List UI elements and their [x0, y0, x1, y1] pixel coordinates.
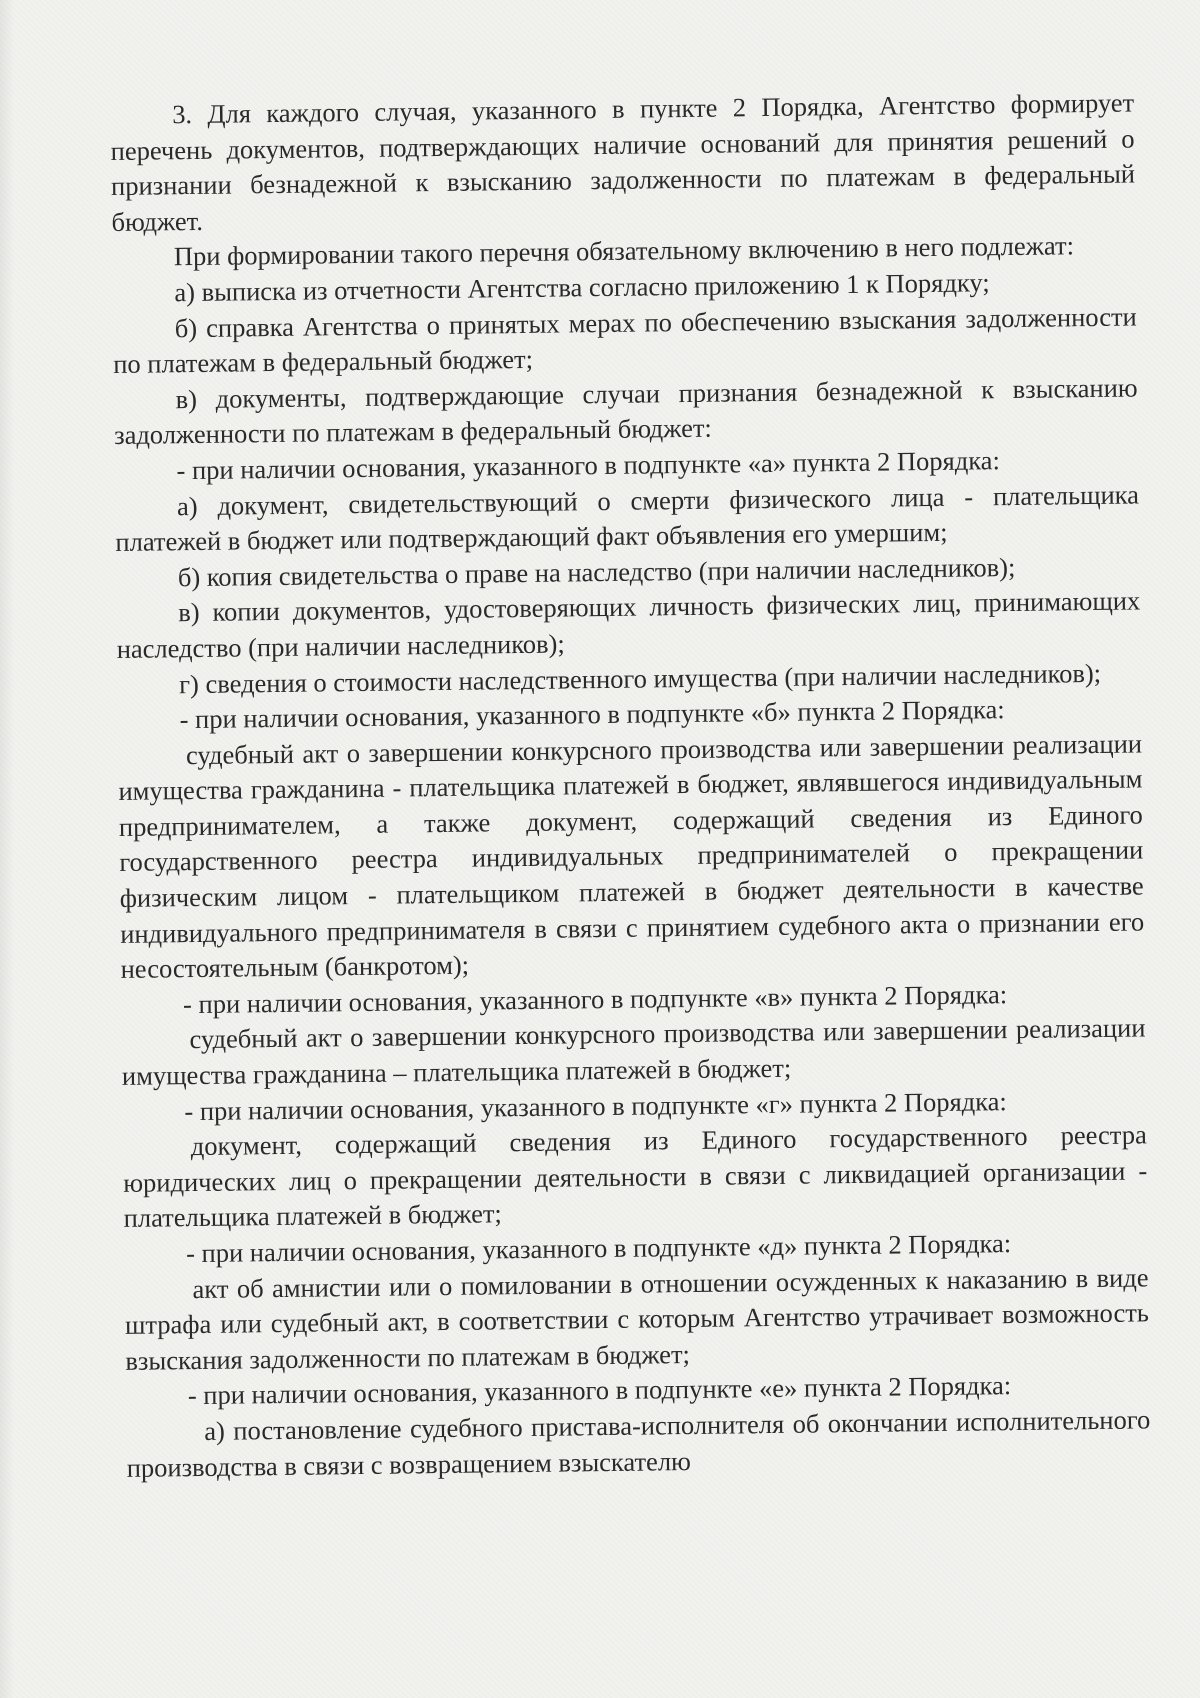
paragraph-list-intro: При формировании такого перечня обязательному включению в него подлежат:: [173, 230, 1075, 272]
basis-a-item-v: в) копии документов, удостоверяющих личность физических лиц, принимающих наследство (при наличии наследников);: [116, 585, 1141, 664]
document-body: [110, 85, 1151, 1486]
basis-e-item-a: а) постановление судебного пристава-исполнителя об окончании исполнительного производства в связи с возвращением взыскателю: [126, 1404, 1151, 1483]
paragraph-3: 3. Для каждого случая, указанного в пункте 2 Порядка, Агентство формирует перечень документов, подтверждающих наличие оснований для принятия решений о признании безнадежной к взысканию задолженности по платежам в федеральный бюджет.: [110, 87, 1136, 237]
basis-g-heading: - при наличии основания, указанного в подпункте «г» пункта 2 Порядка:: [184, 1085, 1007, 1126]
basis-b-text: судебный акт о завершении конкурсного производства или завершении реализации имущества гражданина - плательщика платежей в бюджет, являвшегося индивидуальным предпринимателем, а также документ, содержащий сведения из Единого государственного реестра индивидуальных предпринимателей о прекращении физическим лицом - плательщиком платежей в бюджет деятельности в качестве индивидуального предпринимателя в связи с принятием судебного акта о признании его несостоятельным (банкротом);: [118, 728, 1145, 985]
list-item-b: б) справка Агентства о принятых мерах по обеспечению взыскания задолженности по платежам в федеральный бюджет;: [113, 301, 1137, 380]
basis-d-text: акт об амнистии или о помиловании в отношении осужденных к наказанию в виде штрафа или судебный акт, в соответствии с которым Агентство утрачивает возможность взыскания задолженности по платежам в бюджет;: [124, 1261, 1150, 1376]
basis-v-text: судебный акт о завершении конкурсного производства или завершении реализации имущества гражданина – плательщика платежей в бюджет;: [121, 1012, 1146, 1091]
basis-d-heading: - при наличии основания, указанного в подпункте «д» пункта 2 Порядка:: [185, 1228, 1012, 1269]
basis-a-heading: - при наличии основания, указанного в подпункте «а» пункта 2 Порядка:: [176, 445, 1001, 486]
basis-e-heading: - при наличии основания, указанного в подпункте «е» пункта 2 Порядка:: [187, 1370, 1012, 1411]
list-item-v: в) документы, подтверждающие случаи признания безнадежной к взысканию задолженности по платежам в федеральный бюджет:: [113, 372, 1138, 451]
basis-b-heading: - при наличии основания, указанного в подпункте «б» пункта 2 Порядка:: [179, 694, 1005, 735]
basis-v-heading: - при наличии основания, указанного в подпункте «в» пункта 2 Порядка:: [182, 978, 1008, 1020]
basis-g-text: документ, содержащий сведения из Единого государственного реестра юридических лиц о прекращении деятельности в связи с ликвидацией организации - плательщика платежей в бюджет;: [123, 1119, 1148, 1234]
basis-a-item-a: а) документ, свидетельствующий о смерти физического лица - плательщика платежей в бюджет или подтверждающий факт объявления его умершим;: [115, 478, 1140, 558]
page-shadow-edge: [0, 0, 14, 1698]
basis-a-item-b: б) копия свидетельства о праве на наследство (при наличии наследников);: [177, 551, 1016, 592]
basis-a-item-g: г) сведения о стоимости наследственного имущества (при наличии наследников);: [178, 657, 1102, 699]
list-item-a: а) выписка из отчетности Агентства согласно приложению 1 к Порядку;: [174, 267, 990, 308]
